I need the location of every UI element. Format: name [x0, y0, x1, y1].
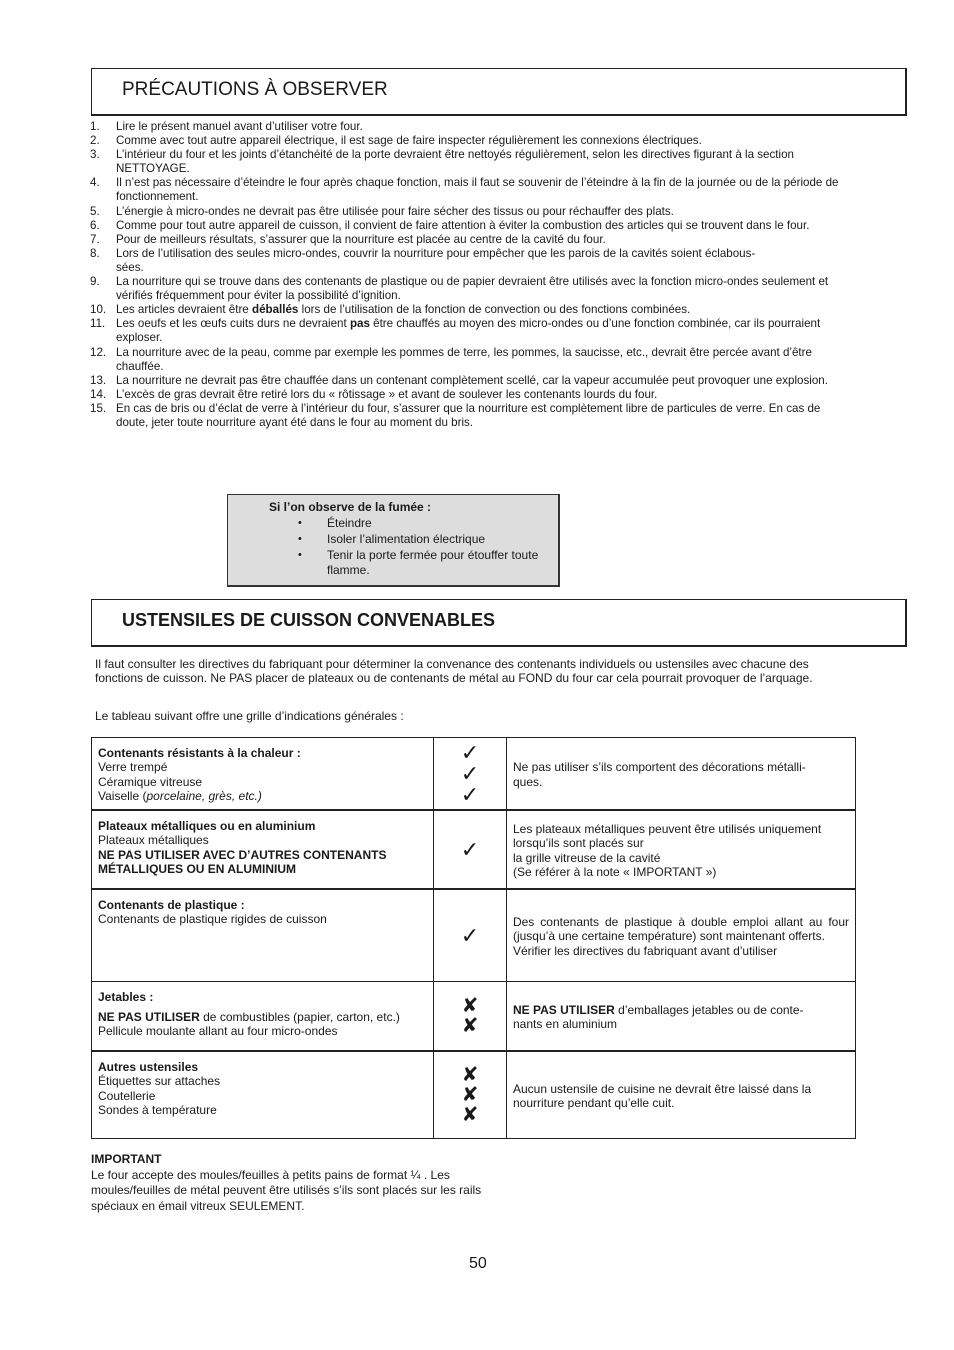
precaution-text: Les articles devraient être déballés lors de l’utilisation de la fonction de convection ou des fonctions combinées. — [116, 303, 691, 317]
cross-icon: ✘ — [461, 1103, 479, 1126]
precaution-text: L’énergie à micro-ondes ne devrait pas être utilisée pour faire sécher des tissus ou pour réchauffer des plats. — [116, 204, 674, 218]
utensils-table — [91, 737, 856, 1139]
smoke-warning-text: Isoler l’alimentation électrique — [327, 532, 486, 546]
precaution-text: La nourriture ne devrait pas être chauffée dans un contenant complètement scellé, car la vapeur accumulée peut provoquer une explosion. — [116, 373, 828, 387]
utensil-type-cell: Contenants résistants à la chaleur : Verre trempé Céramique vitreuse Vaiselle (porcelaine, grès, etc.) — [92, 738, 434, 811]
smoke-warning-item — [298, 532, 558, 547]
table-row — [92, 810, 856, 889]
bullet-icon: • — [298, 517, 302, 529]
smoke-warning-box — [227, 494, 560, 587]
smoke-warning-text: Tenir la porte fermée pour étouffer toute flamme. — [327, 548, 539, 577]
smoke-warning-item — [298, 548, 558, 578]
precaution-number: 2. — [90, 134, 100, 148]
precautions-list — [90, 120, 850, 430]
utensil-type-cell: Contenants de plastique : Contenants de plastique rigides de cuisson — [92, 889, 434, 981]
suitability-cell — [433, 981, 506, 1051]
precautions-header-box — [91, 68, 907, 116]
important-note — [91, 1152, 491, 1214]
precaution-number: 13. — [90, 373, 107, 387]
bullet-icon: • — [298, 533, 302, 545]
utensil-type-cell: Autres ustensiles Étiquettes sur attaches Coutellerie Sondes à température — [92, 1051, 434, 1138]
utensil-note-cell: Les plateaux métalliques peuvent être utilisés uniquement lorsqu’ils sont placés sur la grille vitreuse de la cavité (Se référer à la note « IMPORTANT ») — [506, 810, 855, 889]
precaution-text: Lire le présent manuel avant d’utiliser votre four. — [116, 120, 363, 133]
table-row — [92, 889, 856, 981]
precaution-number: 11. — [90, 317, 106, 331]
precaution-item — [90, 148, 850, 176]
precaution-number: 6. — [90, 218, 100, 232]
precaution-text: L’intérieur du four et les joints d’étanchéité de la porte devraient être nettoyés régulièrement, selon les directives figurant à la section NETTOYAGE. — [116, 148, 794, 176]
suitability-cell — [433, 738, 506, 811]
suitability-cell — [433, 1051, 506, 1138]
smoke-warning-title: Si l’on observe de la fumée : — [269, 500, 432, 514]
precaution-text: Il n’est pas nécessaire d’éteindre le four après chaque fonction, mais il faut se souvenir de l’éteindre à la fin de la journée ou de la période de fonctionnement. — [116, 176, 839, 204]
precaution-number: 8. — [90, 246, 100, 260]
utensil-type-cell: Jetables : NE PAS UTILISER de combustibles (papier, carton, etc.) Pellicule moulante allant au four micro-ondes — [92, 981, 434, 1051]
cross-icon: ✘ — [461, 1014, 479, 1037]
precaution-item — [90, 317, 850, 345]
utensil-type-cell: Plateaux métalliques ou en aluminium Plateaux métalliques NE PAS UTILISER AVEC D’AUTRES CONTENANTS MÉTALLIQUES OU EN ALUMINIUM — [92, 810, 434, 889]
precaution-number: 14. — [90, 387, 107, 401]
bullet-icon: • — [298, 549, 302, 561]
precaution-item — [90, 374, 850, 388]
suitability-cell — [433, 810, 506, 889]
precaution-text: L’excès de gras devrait être retiré lors du « rôtissage » et avant de soulever les contenants lourds du four. — [116, 387, 658, 401]
table-row — [92, 981, 856, 1051]
precaution-item — [90, 303, 850, 317]
precaution-item — [90, 233, 850, 247]
utensil-note-cell: Ne pas utiliser s’ils comportent des décorations métalli- ques. — [506, 738, 855, 811]
utensils-header-box — [91, 599, 907, 647]
precaution-number: 10. — [90, 303, 107, 317]
important-text: Le four accepte des moules/feuilles à petits pains de format ¼ . Les moules/feuilles de métal peuvent être utilisés s’ils sont placés sur les rails spéciaux en émail vitreux SEULEMENT. — [91, 1167, 482, 1213]
utensil-note-cell: NE PAS UTILISER d’emballages jetables ou de conte- nants en aluminium — [506, 981, 855, 1051]
table-intro: Le tableau suivant offre une grille d’indications générales : — [95, 709, 404, 723]
precaution-item — [90, 176, 850, 204]
precaution-text: La nourriture qui se trouve dans des contenants de plastique ou de papier devraient être utilisés avec la fonction micro-ondes seulement et vérifiés fréquemment pour éviter la possibilité d’ignition. — [116, 275, 829, 303]
precaution-item — [90, 388, 850, 402]
precaution-number: 7. — [90, 232, 100, 246]
page-number: 50 — [469, 1255, 487, 1272]
checkmark-icon: ✓ — [460, 782, 480, 808]
table-row — [92, 738, 856, 811]
precaution-item — [90, 402, 850, 430]
precaution-text: En cas de bris ou d’éclat de verre à l’intérieur du four, s’assurer que la nourriture est complètement libre de particules de verre. En cas de doute, jeter toute nourriture ayant été dans le four au moment du bris. — [116, 401, 821, 429]
precaution-item — [90, 219, 850, 233]
smoke-warning-item — [298, 516, 558, 531]
table-row — [92, 1051, 856, 1138]
cross-icon: ✘ — [461, 1083, 479, 1106]
precaution-text: Comme pour tout autre appareil de cuisson, il convient de faire attention à éviter la combustion des articles qui se trouvent dans le four. — [116, 218, 810, 232]
cross-icon: ✘ — [461, 1063, 479, 1086]
precaution-item — [90, 247, 850, 275]
precaution-number: 4. — [90, 176, 100, 190]
precaution-number: 5. — [90, 204, 100, 218]
precaution-text: Lors de l’utilisation des seules micro-ondes, couvrir la nourriture pour empêcher que les parois de la cavités soient éclabous- sées. — [116, 246, 756, 274]
precaution-item — [90, 205, 850, 219]
suitability-cell — [433, 889, 506, 981]
precaution-number: 12. — [90, 345, 107, 359]
checkmark-icon: ✓ — [460, 837, 480, 863]
precaution-item — [90, 275, 850, 303]
precaution-number: 1. — [90, 120, 100, 133]
precaution-text: Comme avec tout autre appareil électrique, il est sage de faire inspecter régulièrement les connexions électriques. — [116, 134, 702, 148]
utensil-note-cell: Des contenants de plastique à double emploi allant au four (jusqu’à une certaine température) sont maintenant offerts. Vérifier les directives du fabriquant avant d’utiliser — [506, 889, 855, 981]
smoke-warning-list — [298, 516, 558, 579]
precaution-text: La nourriture avec de la peau, comme par exemple les pommes de terre, les pommes, la saucisse, etc., devrait être percée avant d’être chauffée. — [116, 345, 812, 373]
checkmark-icon: ✓ — [460, 740, 480, 766]
precaution-number: 15. — [90, 401, 107, 415]
precautions-title: PRÉCAUTIONS À OBSERVER — [122, 79, 388, 100]
utensil-note-cell: Aucun ustensile de cuisine ne devrait être laissé dans la nourriture pendant qu’elle cuit. — [506, 1051, 855, 1138]
precaution-number: 3. — [90, 148, 100, 162]
precaution-item — [90, 120, 850, 134]
checkmark-icon: ✓ — [460, 761, 480, 787]
important-title: IMPORTANT — [91, 1152, 162, 1166]
precaution-item — [90, 346, 850, 374]
precaution-item — [90, 134, 850, 148]
precaution-text: Les oeufs et les œufs cuits durs ne devraient pas être chauffés au moyen des micro-ondes ou d’une fonction combinée, car ils pourraient exploser. — [116, 317, 821, 345]
checkmark-icon: ✓ — [460, 922, 480, 948]
precaution-text: Pour de meilleurs résultats, s’assurer que la nourriture est placée au centre de la cavité du four. — [116, 232, 606, 246]
cross-icon: ✘ — [461, 994, 479, 1017]
utensils-title: USTENSILES DE CUISSON CONVENABLES — [122, 610, 496, 630]
smoke-warning-text: Éteindre — [327, 516, 372, 530]
precaution-number: 9. — [90, 275, 100, 289]
utensils-intro: Il faut consulter les directives du fabriquant pour déterminer la convenance des contenants individuels ou ustensiles avec chacune des fonctions de cuisson. Ne PAS placer de plateaux ou de contenants de métal au FOND du four car cela pourrait provoquer de l’arquage. — [95, 657, 813, 686]
